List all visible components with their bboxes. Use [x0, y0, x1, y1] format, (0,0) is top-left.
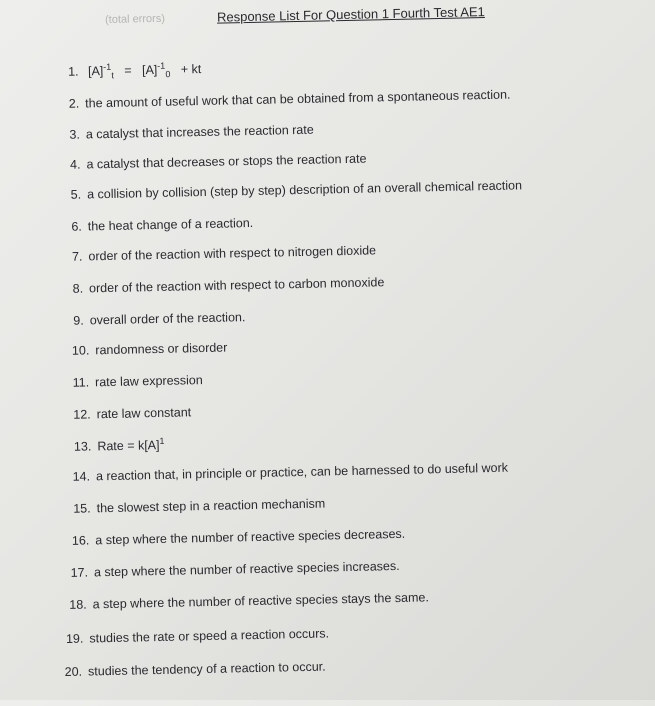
item-text: randomness or disorder [95, 340, 228, 358]
item-text: the amount of useful work that can be obtained from a spontaneous reaction. [85, 87, 511, 111]
faint-header-text: (total errors) [104, 12, 166, 27]
item-number: 13. [73, 439, 92, 454]
list-item-4 [70, 152, 367, 172]
item-number: 11. [72, 375, 90, 390]
item-text: a catalyst that decreases or stops the reaction rate [86, 151, 367, 172]
formula-rhs-sup: -1 [157, 60, 166, 71]
list-item-12 [73, 405, 191, 421]
list-item-15 [73, 497, 325, 516]
item-number: 14. [72, 469, 91, 484]
list-item-11 [72, 373, 202, 390]
item-text: a reaction that, in principle or practice, can be harnessed to do useful work [95, 460, 509, 484]
list-item-1 [68, 60, 202, 81]
item-text: rate law expression [94, 373, 203, 390]
list-item-8 [73, 275, 385, 296]
list-item-13 [74, 436, 165, 454]
list-item-7 [72, 243, 376, 263]
page-title: Response List For Question 1 Fourth Test AE1 [216, 4, 485, 25]
formula-lhs-sub: t [111, 70, 115, 81]
item-text: a catalyst that increases the reaction rate [85, 122, 314, 142]
item-number: 2. [68, 96, 80, 111]
item-number: 7. [71, 249, 83, 264]
item-number: 10. [71, 343, 90, 358]
list-item-20 [65, 660, 326, 679]
item-text: overall order of the reaction. [89, 310, 246, 328]
list-item-3 [69, 123, 314, 142]
formula-lhs-sup: -1 [103, 61, 112, 73]
integrated-rate-formula [87, 60, 202, 81]
item-number: 4. [69, 157, 81, 172]
list-item-19 [66, 626, 329, 646]
list-item-14 [72, 461, 508, 484]
list-item-6 [71, 216, 253, 234]
item-number: 9. [73, 313, 84, 328]
list-item-10 [72, 341, 228, 358]
item-text: a step where the number of reactive species decreases. [95, 526, 406, 548]
item-number: 15. [73, 501, 91, 516]
item-text: rate law constant [96, 405, 192, 422]
item-number: 5. [70, 187, 82, 202]
item-text: a collision by collision (step by step) description of an overall chemical reaction [86, 178, 523, 202]
list-item-16 [72, 527, 406, 548]
formula-equals: = [124, 63, 132, 78]
item-number: 16. [71, 533, 90, 548]
list-item-9 [73, 310, 245, 328]
item-number: 6. [71, 219, 82, 234]
item-number: 20. [64, 664, 83, 679]
list-item-5 [71, 178, 523, 201]
item-number: 12. [73, 407, 91, 422]
item-text: a step where the number of reactive species increases. [93, 558, 400, 580]
list-item-2 [69, 88, 511, 111]
rate-exponent: 1 [159, 435, 165, 446]
item-text: the slowest step in a reaction mechanism [96, 496, 326, 516]
item-number: 8. [72, 281, 84, 296]
item-text: a step where the number of reactive species stays the same. [92, 590, 430, 612]
list-item-18 [69, 590, 429, 612]
item-text: order of the reaction with respect to nitrogen dioxide [88, 243, 377, 264]
item-number: 1. [67, 64, 79, 79]
item-text: studies the rate or speed a reaction occurs. [89, 626, 330, 646]
formula-rhs: [A] [141, 63, 158, 78]
item-text: order of the reaction with respect to carbon monoxide [88, 275, 385, 296]
rate-expression: Rate = k[A] [97, 438, 160, 454]
item-number: 3. [69, 127, 81, 142]
item-number: 18. [69, 597, 87, 612]
formula-tail: + kt [180, 62, 202, 77]
formula-rhs-sub: 0 [165, 69, 171, 80]
item-number: 17. [70, 565, 89, 580]
formula-lhs: [A] [87, 64, 104, 79]
item-text: studies the tendency of a reaction to occur. [87, 659, 326, 679]
item-text: the heat change of a reaction. [87, 215, 254, 234]
list-item-17 [70, 559, 399, 580]
item-number: 19. [65, 631, 84, 646]
